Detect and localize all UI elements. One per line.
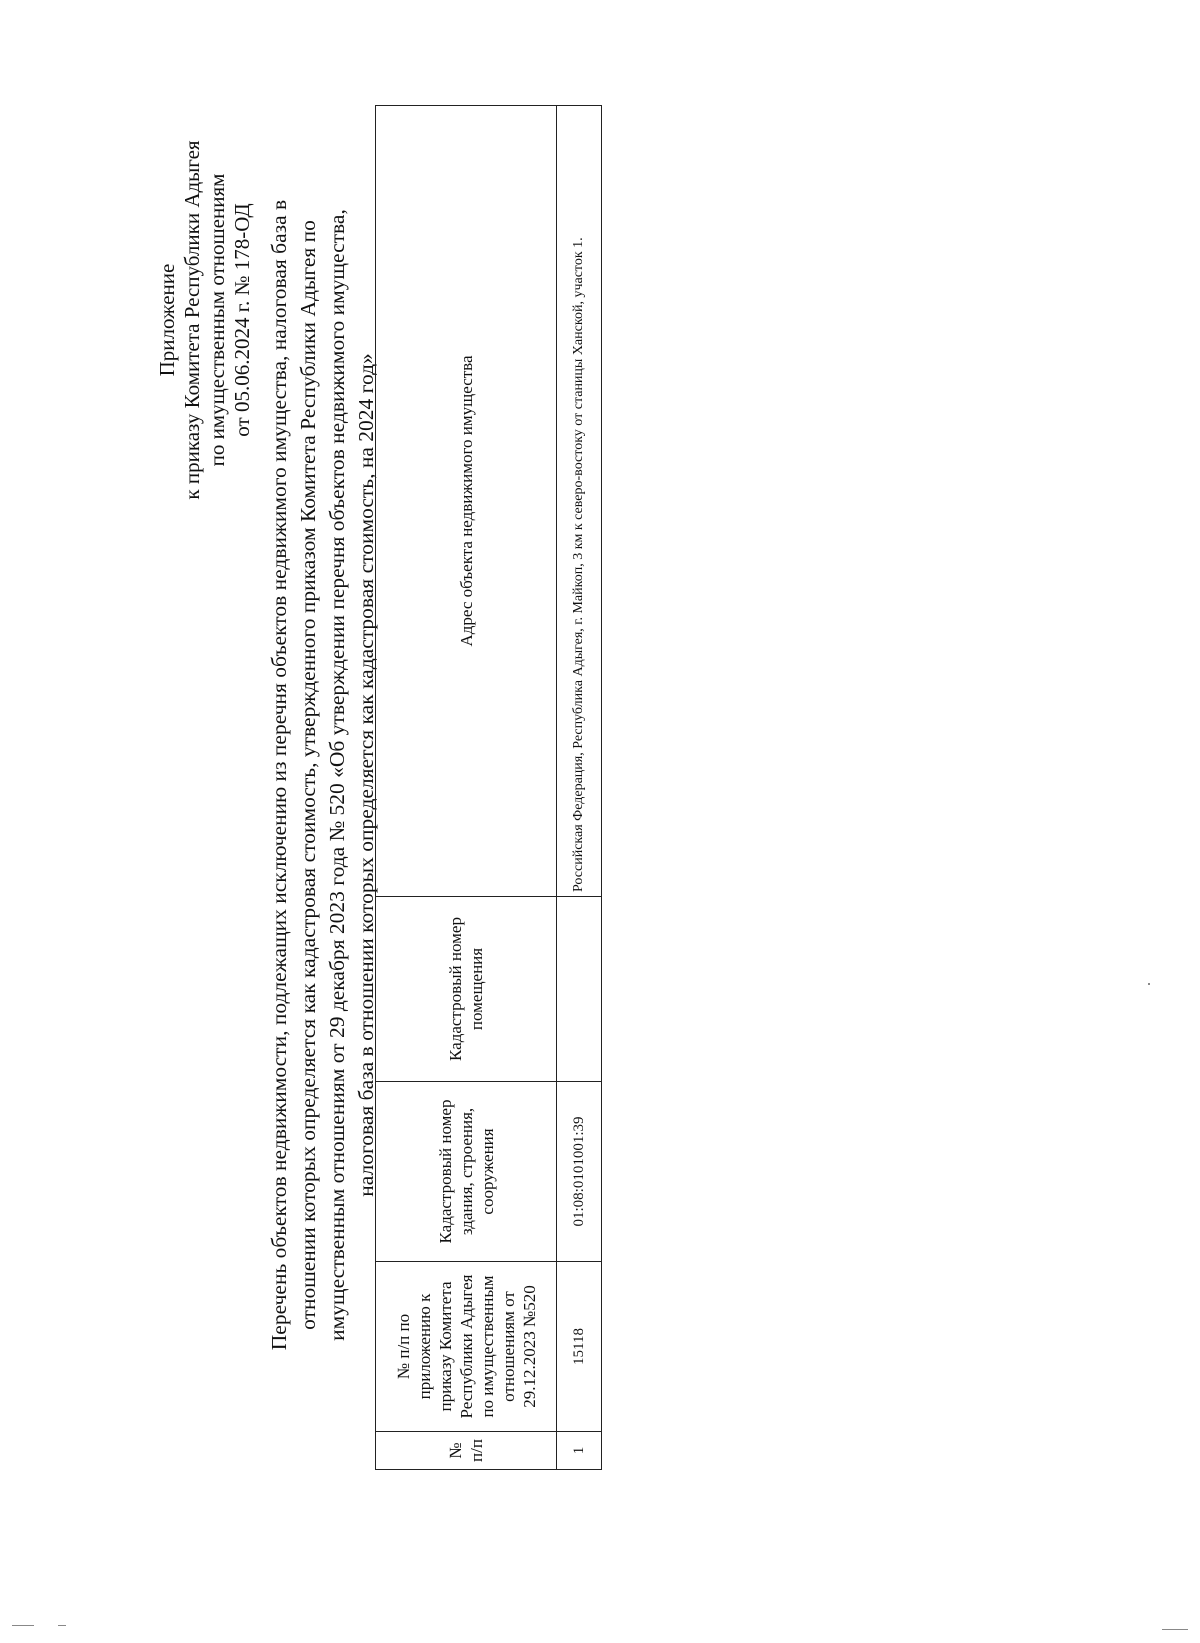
cell-num: 1	[557, 1432, 602, 1470]
scan-speck	[12, 1625, 34, 1626]
header-cad-room: Кадастровый номер помещения	[376, 897, 557, 1082]
header-ref-num: № п/п по приложению к приказу Комитета Республики Адыгея по имущественным отношениям от 29.12.2023 №520	[376, 1262, 557, 1432]
property-table-wrapper	[375, 105, 602, 1470]
appendix-header	[155, 110, 255, 1480]
scan-speck	[1148, 983, 1150, 985]
property-table	[375, 105, 602, 1470]
appendix-date-number: от 05.06.2024 г. № 178-ОД	[230, 203, 254, 437]
appendix-committee: по имущественным отношениям	[205, 173, 229, 467]
scan-speck	[1162, 1629, 1188, 1630]
title-line-3: имущественным отношениям от 29 декабря 2023 года № 520 «Об утверждении перечня объектов недвижимого имущества,	[325, 209, 349, 1341]
title-line-2: отношении которых определяется как кадастровая стоимость, утвержденного приказом Комитета Республики Адыгея по	[296, 220, 320, 1330]
appendix-label: Приложение	[155, 263, 179, 377]
title-line-4: налоговая база в отношении которых определяется как кадастровая стоимость, на 2024 год»	[354, 353, 378, 1197]
table-row	[557, 106, 602, 1470]
header-address: Адрес объекта недвижимого имущества	[376, 106, 557, 897]
cell-ref-num: 15118	[557, 1262, 602, 1432]
title-line-1: Перечень объектов недвижимости, подлежащих исключению из перечня объектов недвижимого имущества, налоговая база в	[267, 199, 291, 1351]
cell-cad-room	[557, 897, 602, 1082]
header-cad-building: Кадастровый номер здания, строения, сооружения	[376, 1082, 557, 1262]
appendix-order-ref: к приказу Комитета Республики Адыгея	[180, 140, 204, 500]
document-title	[265, 70, 381, 1480]
scan-speck	[58, 1625, 66, 1626]
document-sheet	[155, 70, 625, 1480]
cell-address: Российская Федерация, Республика Адыгея, г. Майкоп, 3 км к северо-востоку от станицы Ханской, участок 1.	[557, 106, 602, 897]
header-num: № п/п	[376, 1432, 557, 1470]
cell-cad-building: 01:08:0101001:39	[557, 1082, 602, 1262]
table-header-row	[376, 106, 557, 1470]
